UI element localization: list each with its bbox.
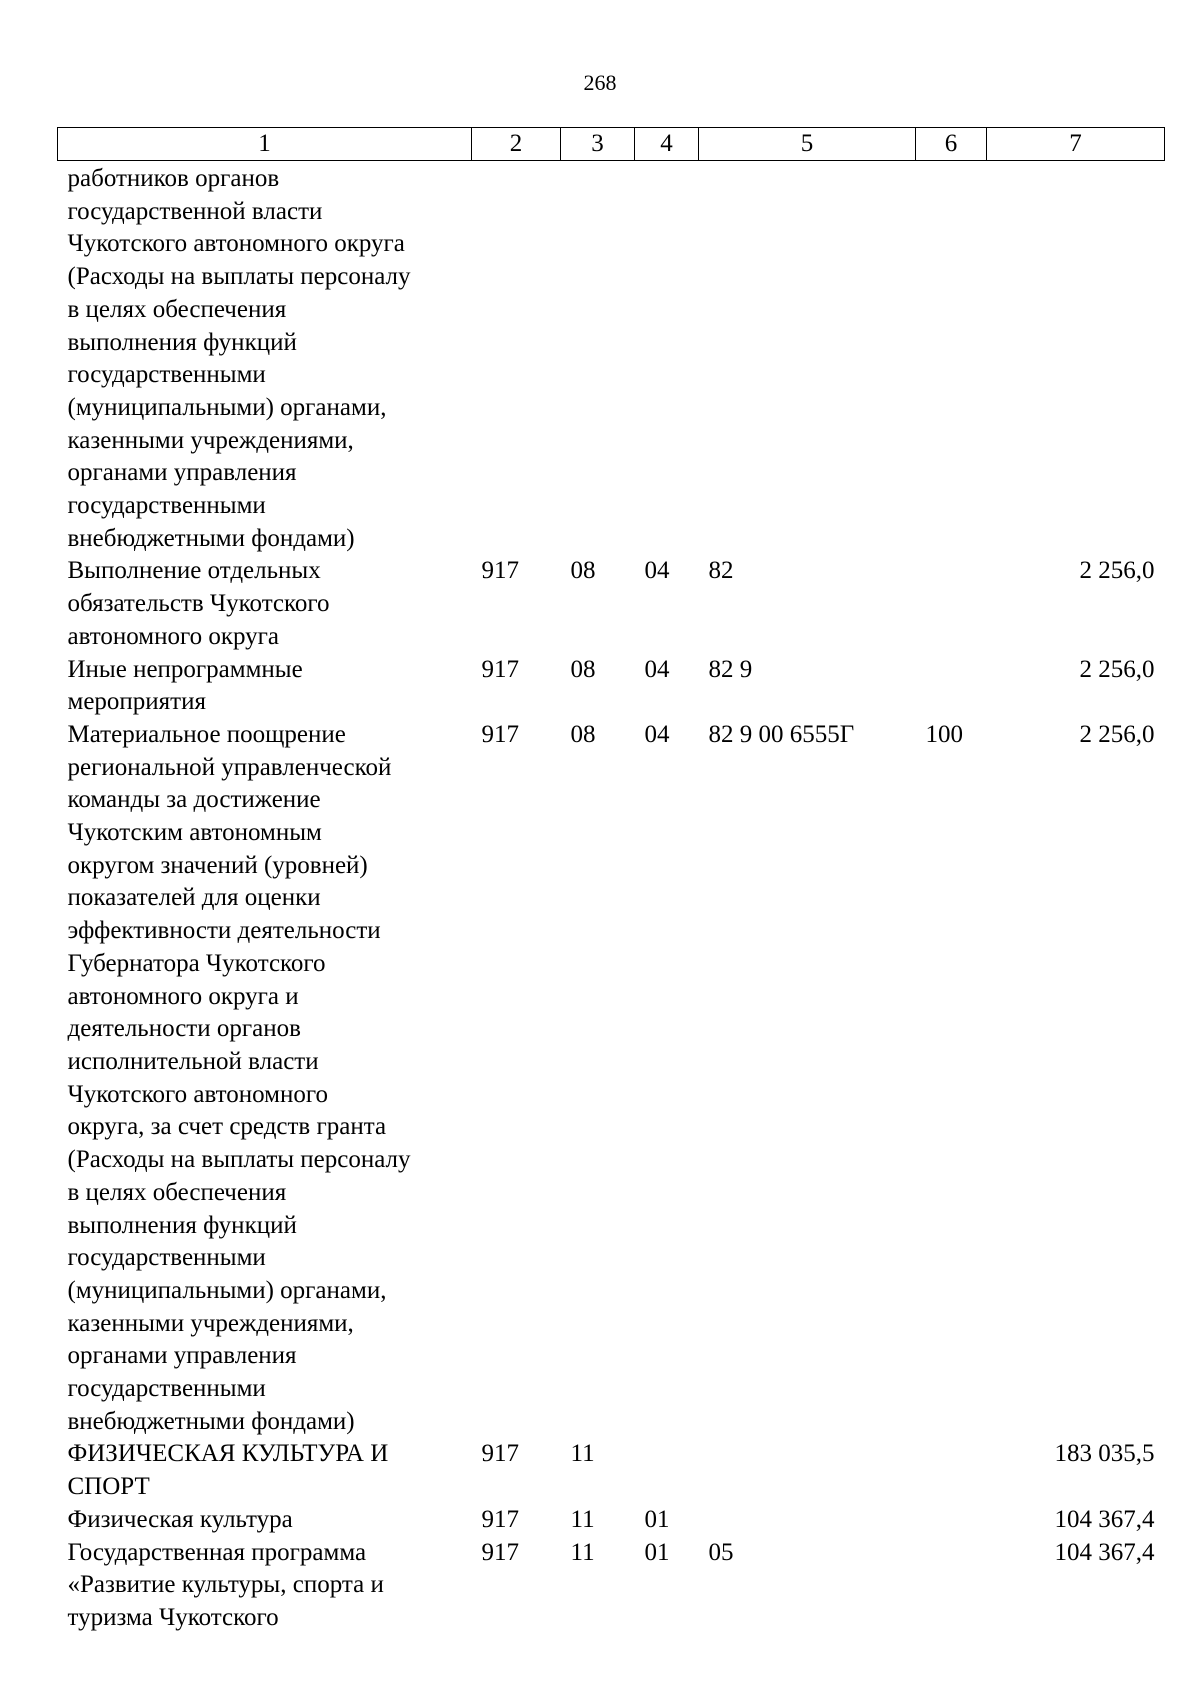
cell-code-4 xyxy=(635,1438,699,1503)
cell-code-2: 917 xyxy=(481,557,519,585)
cell-code-5: 05 xyxy=(708,1538,734,1566)
cell-code-4 xyxy=(635,161,699,556)
cell-code-6 xyxy=(916,654,987,719)
cell-code-6: 100 xyxy=(925,720,963,748)
cell-amount: 183 035,5 xyxy=(1054,1440,1155,1468)
cell-amount: 2 256,0 xyxy=(1079,655,1155,683)
column-header-3: 3 xyxy=(561,128,635,161)
cell-code-3: 08 xyxy=(570,655,596,683)
cell-code-6 xyxy=(916,1504,987,1537)
cell-code-3: 08 xyxy=(570,557,596,585)
cell-code-3: 11 xyxy=(570,1538,595,1566)
cell-code-6 xyxy=(916,1537,987,1635)
cell-code-5 xyxy=(699,1504,916,1537)
budget-table xyxy=(57,127,1165,1635)
column-header-5: 5 xyxy=(699,128,916,161)
cell-code-2: 917 xyxy=(481,655,519,683)
cell-amount xyxy=(987,161,1165,556)
row-name: Физическая культура xyxy=(67,1505,293,1533)
cell-code-3: 08 xyxy=(570,720,596,748)
cell-code-4: 01 xyxy=(644,1505,670,1533)
row-name: ФИЗИЧЕСКАЯ КУЛЬТУРА И СПОРТ xyxy=(67,1440,389,1501)
column-header-1: 1 xyxy=(58,128,472,161)
table-row xyxy=(58,555,1165,653)
table-row xyxy=(58,1438,1165,1503)
cell-code-3: 11 xyxy=(570,1505,595,1533)
cell-code-4: 01 xyxy=(644,1538,670,1566)
table-row xyxy=(58,161,1165,556)
cell-code-2: 917 xyxy=(481,1538,519,1566)
row-name: Материальное поощрение региональной управленческой команды за достижение Чукотским автономным округом значений (уровней) показателей для оценки эффективности деятельности Губернатора Чукотского автономного округа и деятельности органов исполнительной власти Чукотского автономного округа, за счет средств гранта (Расходы на выплаты персоналу в целях обеспечения выполнения функций государственными (муниципальными) органами, казенными учреждениями, органами управления государственными внебюджетными фондами) xyxy=(67,720,411,1435)
cell-code-2 xyxy=(472,161,561,556)
cell-amount: 2 256,0 xyxy=(1079,720,1155,748)
cell-code-3 xyxy=(561,161,635,556)
table-row xyxy=(58,654,1165,719)
cell-amount: 104 367,4 xyxy=(1054,1538,1155,1566)
page-number: 268 xyxy=(583,70,617,95)
column-header-6: 6 xyxy=(916,128,987,161)
row-name: Иные непрограммные мероприятия xyxy=(67,655,303,716)
table-body xyxy=(58,161,1165,1635)
row-name: Выполнение отдельных обязательств Чукотского автономного округа xyxy=(67,557,330,650)
column-header-7: 7 xyxy=(987,128,1165,161)
cell-code-2: 917 xyxy=(481,1440,519,1468)
cell-code-4: 04 xyxy=(644,655,670,683)
cell-code-5 xyxy=(699,1438,916,1503)
cell-amount: 2 256,0 xyxy=(1079,557,1155,585)
cell-code-5: 82 xyxy=(708,557,734,585)
cell-code-5: 82 9 xyxy=(708,655,753,683)
cell-amount: 104 367,4 xyxy=(1054,1505,1155,1533)
table-row xyxy=(58,1504,1165,1537)
cell-code-3: 11 xyxy=(570,1440,595,1468)
table-row xyxy=(58,719,1165,1438)
cell-code-6 xyxy=(916,1438,987,1503)
cell-code-6 xyxy=(916,555,987,653)
row-name: работников органов государственной власти Чукотского автономного округа (Расходы на выплаты персоналу в целях обеспечения выполнения функций государственными (муниципальными) органами, казенными учреждениями, органами управления государственными внебюджетными фондами) xyxy=(67,165,411,552)
cell-code-5: 82 9 00 6555Г xyxy=(708,720,855,748)
header-row xyxy=(58,128,1165,161)
cell-code-4: 04 xyxy=(644,557,670,585)
column-header-2: 2 xyxy=(472,128,561,161)
cell-code-4: 04 xyxy=(644,720,670,748)
column-header-4: 4 xyxy=(635,128,699,161)
table-row xyxy=(58,1537,1165,1635)
row-name: Государственная программа «Развитие культуры, спорта и туризма Чукотского xyxy=(67,1538,384,1631)
cell-code-2: 917 xyxy=(481,1505,519,1533)
cell-code-2: 917 xyxy=(481,720,519,748)
table-header xyxy=(58,128,1165,161)
cell-code-6 xyxy=(916,161,987,556)
cell-code-5 xyxy=(699,161,916,556)
